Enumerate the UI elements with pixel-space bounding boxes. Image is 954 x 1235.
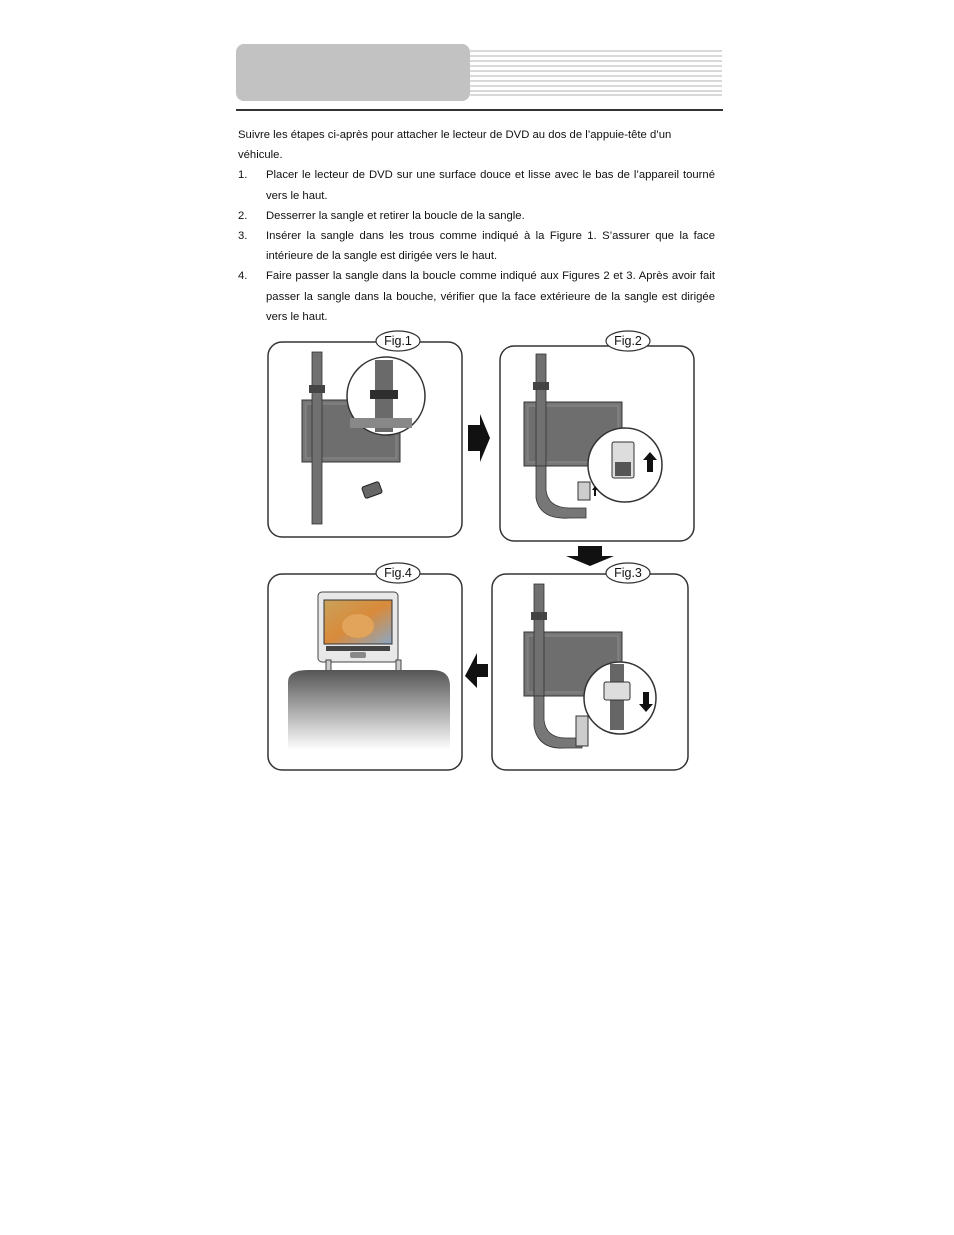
figure-1 bbox=[268, 331, 462, 537]
header-rule bbox=[236, 109, 723, 111]
instructions bbox=[238, 125, 715, 327]
fig3-label: Fig.3 bbox=[614, 566, 642, 580]
step-number: 1. bbox=[238, 169, 248, 182]
figure-3 bbox=[492, 563, 688, 770]
fig4-label: Fig.4 bbox=[384, 566, 412, 580]
step-item bbox=[238, 165, 715, 205]
arrow-down-icon bbox=[566, 546, 614, 566]
step-number: 3. bbox=[238, 230, 248, 243]
header-decorative-lines bbox=[470, 50, 722, 96]
step-text: Insérer la sangle dans les trous comme indiqué à la Figure 1. S’assurer que la face intérieure de la sangle est dirigée vers le haut. bbox=[266, 230, 715, 263]
step-number: 2. bbox=[238, 209, 248, 222]
step-text: Placer le lecteur de DVD sur une surface douce et lisse avec le bas de l’appareil tourné vers le haut. bbox=[266, 169, 715, 202]
arrow-left-icon bbox=[465, 653, 488, 688]
step-item bbox=[238, 266, 715, 327]
step-text: Desserrer la sangle et retirer la boucle de la sangle. bbox=[266, 209, 525, 222]
step-item bbox=[238, 226, 715, 266]
section-header-tab bbox=[236, 44, 470, 101]
step-number: 4. bbox=[238, 270, 248, 283]
steps-list bbox=[238, 165, 715, 327]
figure-2 bbox=[500, 331, 694, 541]
intro-paragraph: Suivre les étapes ci-après pour attacher le lecteur de DVD au dos de l’appuie-tête d’un véhicule. bbox=[238, 129, 672, 162]
step-item bbox=[238, 206, 715, 226]
figure-4 bbox=[268, 563, 462, 770]
fig2-label: Fig.2 bbox=[614, 334, 642, 348]
arrow-right-icon bbox=[468, 414, 490, 462]
installation-figures bbox=[260, 330, 700, 776]
step-text: Faire passer la sangle dans la boucle comme indiqué aux Figures 2 et 3. Après avoir fait passer la sangle dans la bouche, vérifier que la face extérieure de la sangle est dirigée vers le haut. bbox=[266, 270, 715, 323]
fig1-label: Fig.1 bbox=[384, 334, 412, 348]
